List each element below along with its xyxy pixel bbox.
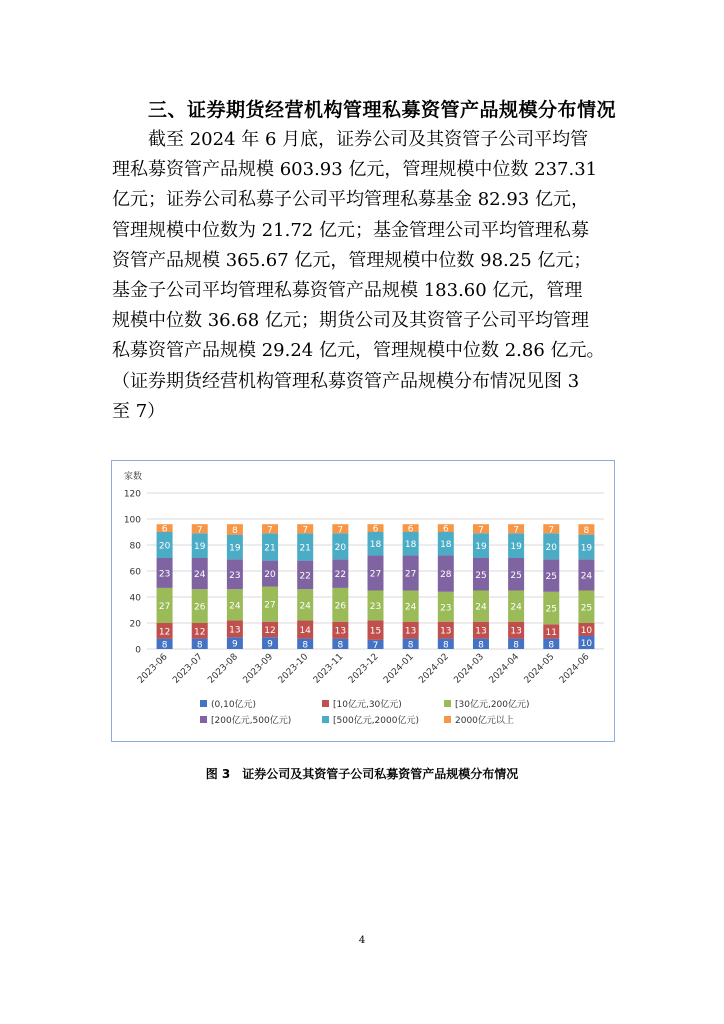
data-label: 20 — [334, 542, 347, 553]
data-label: 26 — [194, 602, 206, 613]
data-label: 27 — [369, 569, 382, 580]
data-label: 11 — [545, 627, 557, 638]
stacked-bar-chart — [112, 461, 614, 741]
data-label: 24 — [510, 602, 522, 613]
data-label: 19 — [510, 542, 522, 553]
data-label: 21 — [299, 543, 311, 554]
data-label: 8 — [302, 640, 309, 651]
data-label: 20 — [158, 541, 171, 552]
data-label: 18 — [440, 540, 452, 551]
data-label: 8 — [442, 640, 449, 651]
legend-label: [500亿元,2000亿元) — [333, 716, 419, 726]
data-label: 13 — [229, 625, 241, 636]
data-label: 12 — [194, 627, 206, 638]
legend-label: (0,10亿元) — [211, 700, 257, 710]
y-tick-label: 60 — [129, 567, 141, 578]
data-label: 19 — [194, 542, 206, 553]
chart-frame — [111, 460, 615, 742]
data-label: 6 — [161, 524, 168, 535]
legend-label: [30亿元,200亿元) — [455, 700, 530, 710]
paragraph-line: 管理规模中位数为 21.72 亿元；基金管理公司平均管理私募 — [112, 219, 589, 241]
legend-swatch — [322, 716, 329, 723]
data-label: 23 — [229, 570, 241, 581]
legend-label: 2000亿元以上 — [455, 716, 514, 726]
data-label: 19 — [580, 543, 593, 554]
data-label: 22 — [299, 571, 311, 582]
data-label: 7 — [302, 525, 309, 536]
body-paragraph — [112, 125, 620, 427]
x-tick-label: 2023-12 — [346, 652, 381, 686]
data-label: 25 — [475, 570, 487, 581]
y-tick-label: 120 — [123, 489, 141, 500]
data-label: 7 — [196, 525, 203, 536]
data-label: 25 — [580, 603, 593, 614]
legend-swatch — [200, 700, 207, 707]
x-tick-label: 2023-09 — [241, 652, 276, 686]
data-label: 8 — [232, 525, 238, 536]
figure-caption: 图 3 证券公司及其资管子公司私募资管产品规模分布情况 — [205, 767, 519, 781]
paragraph-line: 私募资管产品规模 29.24 亿元，管理规模中位数 2.86 亿元。 — [112, 340, 605, 362]
data-label: 13 — [475, 626, 487, 637]
data-label: 24 — [475, 602, 487, 613]
y-tick-label: 20 — [129, 619, 141, 630]
data-label: 8 — [478, 640, 484, 651]
data-label: 8 — [407, 640, 414, 651]
y-tick-label: 40 — [129, 593, 141, 604]
data-label: 23 — [369, 601, 382, 612]
data-label: 13 — [510, 626, 522, 637]
data-label: 7 — [513, 525, 519, 536]
y-tick-label: 80 — [129, 541, 141, 552]
data-label: 9 — [232, 639, 238, 650]
data-label: 23 — [440, 603, 452, 614]
page-number: 4 — [358, 935, 366, 946]
data-label: 7 — [337, 525, 344, 536]
x-tick-label: 2024-03 — [452, 652, 487, 686]
paragraph-line: 规模中位数 36.68 亿元；期货公司及其资管子公司平均管理 — [112, 310, 589, 332]
data-label: 13 — [404, 626, 417, 637]
data-label: 22 — [334, 570, 347, 581]
y-tick-label: 100 — [123, 515, 141, 526]
legend-label: [200亿元,500亿元) — [211, 716, 292, 726]
data-label: 28 — [440, 570, 452, 581]
x-tick-label: 2024-05 — [522, 652, 557, 686]
paragraph-line: 理私募资管产品规模 603.93 亿元，管理规模中位数 237.31 — [112, 159, 598, 181]
x-tick-label: 2023-11 — [311, 652, 346, 686]
data-label: 10 — [580, 626, 593, 636]
data-label: 6 — [442, 524, 449, 535]
data-label: 15 — [369, 626, 382, 637]
data-label: 18 — [369, 540, 382, 551]
data-label: 13 — [334, 626, 347, 637]
paragraph-line: （证券期货经营机构管理私募资管产品规模分布情况见图 3 — [112, 370, 580, 392]
data-label: 7 — [372, 640, 379, 651]
x-tick-label: 2024-01 — [382, 652, 416, 686]
x-tick-label: 2023-07 — [171, 652, 205, 686]
data-label: 23 — [158, 569, 171, 580]
data-label: 24 — [229, 601, 241, 612]
data-label: 8 — [196, 640, 203, 651]
x-tick-label: 2023-06 — [136, 652, 170, 686]
data-label: 27 — [264, 600, 276, 611]
data-label: 14 — [299, 626, 311, 636]
data-label: 25 — [545, 604, 557, 615]
data-label: 12 — [158, 627, 171, 638]
data-label: 6 — [372, 524, 379, 535]
paragraph-line: 基金子公司平均管理私募资管产品规模 183.60 亿元，管理 — [112, 280, 583, 302]
x-tick-label: 2024-06 — [557, 652, 592, 686]
legend-swatch — [200, 716, 207, 723]
x-tick-label: 2024-04 — [487, 652, 522, 686]
legend-swatch — [322, 700, 329, 707]
data-label: 21 — [264, 543, 276, 554]
legend-swatch — [444, 700, 451, 707]
paragraph-line: 至 7） — [112, 400, 166, 422]
legend-label: [10亿元,30亿元) — [333, 700, 402, 710]
data-label: 26 — [334, 601, 347, 612]
y-tick-label: 0 — [135, 645, 141, 656]
data-label: 8 — [583, 525, 590, 536]
x-tick-label: 2024-02 — [417, 652, 451, 686]
data-label: 8 — [513, 640, 519, 651]
data-label: 24 — [580, 571, 593, 582]
legend-swatch — [444, 716, 451, 723]
data-label: 8 — [161, 640, 168, 651]
paragraph-line: 亿元；证券公司私募子公司平均管理私募基金 82.93 亿元， — [112, 189, 589, 211]
data-label: 6 — [407, 524, 414, 535]
x-tick-label: 2023-10 — [276, 652, 311, 686]
data-label: 25 — [545, 572, 557, 583]
data-label: 9 — [267, 639, 273, 650]
y-axis-label: 家数 — [124, 472, 143, 482]
data-label: 8 — [337, 640, 344, 651]
data-label: 25 — [510, 570, 522, 581]
paragraph-line: 截至 2024 年 6 月底，证券公司及其资管子公司平均管 — [112, 129, 589, 150]
data-label: 18 — [404, 540, 417, 551]
data-label: 8 — [548, 640, 555, 651]
section-heading: 三、证券期货经营机构管理私募资管产品规模分布情况 — [148, 99, 617, 121]
data-label: 12 — [264, 626, 276, 636]
data-label: 24 — [194, 570, 206, 581]
paragraph-line: 资管产品规模 365.67 亿元，管理规模中位数 98.25 亿元； — [112, 249, 592, 271]
data-label: 7 — [267, 525, 273, 536]
data-label: 19 — [475, 542, 487, 553]
data-label: 7 — [548, 525, 555, 536]
x-tick-label: 2023-08 — [206, 652, 241, 686]
data-label: 10 — [580, 639, 593, 649]
data-label: 19 — [229, 543, 241, 554]
data-label: 27 — [158, 601, 171, 612]
data-label: 7 — [478, 525, 484, 536]
data-label: 24 — [299, 601, 311, 612]
data-label: 24 — [404, 602, 417, 613]
data-label: 20 — [545, 542, 557, 553]
data-label: 20 — [264, 570, 276, 581]
data-label: 27 — [404, 569, 417, 580]
data-label: 13 — [440, 626, 452, 637]
